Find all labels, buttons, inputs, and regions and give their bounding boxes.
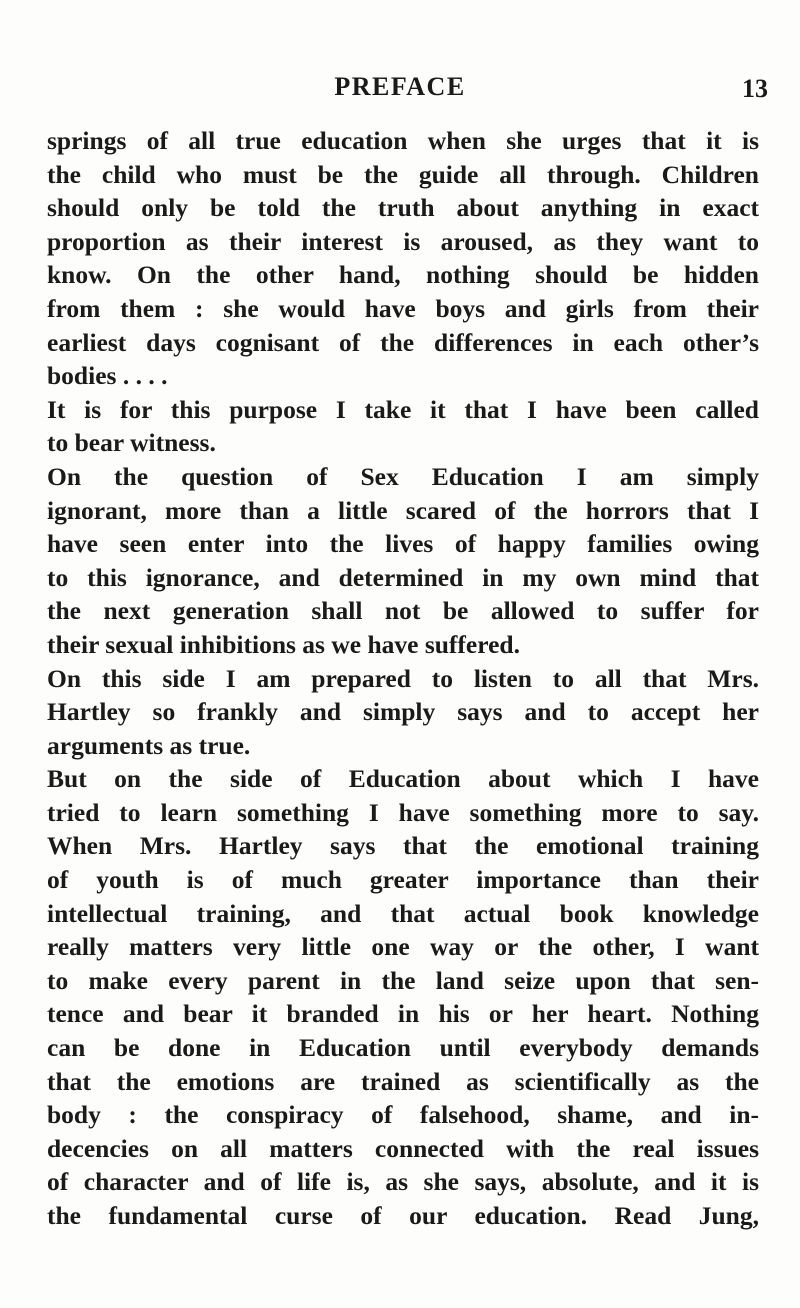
text-line: have seen enter into the lives of happy families owing [47,529,759,559]
text-line: really matters very little one way or the other, I want [47,932,759,962]
text-line: tried to learn something I have something more to say. [47,797,759,827]
text-line: proportion as their interest is aroused, as they want to [47,226,759,256]
running-title: PREFACE [334,72,466,101]
text-line: It is for this purpose I take it that I have been called [47,394,759,424]
text-line: When Mrs. Hartley says that the emotional training [47,831,759,861]
text-line: tence and bear it branded in his or her heart. Nothing [47,999,759,1029]
text-line: of character and of life is, as she says, absolute, and it is [47,1167,759,1197]
text-line: Hartley so frankly and simply says and to accept her [47,697,759,727]
running-head [0,72,800,108]
text-line: But on the side of Education about which I have [47,764,759,794]
body-text [47,124,759,1233]
text-line: their sexual inhibitions as we have suffered. [47,629,520,659]
text-line: should only be told the truth about anything in exact [47,193,759,223]
text-line: ignorant, more than a little scared of the horrors that I [47,495,759,525]
text-line: springs of all true education when she urges that it is [47,126,759,155]
text-line: can be done in Education until everybody demands [47,1033,759,1063]
text-line: the child who must be the guide all through. Children [47,159,759,189]
text-line: that the emotions are trained as scientifically as the [47,1066,759,1096]
text-line: to this ignorance, and determined in my own mind that [47,562,759,592]
text-line: body : the conspiracy of falsehood, shame, and in- [47,1100,759,1130]
page-number: 13 [742,74,768,103]
text-line: to make every parent in the land seize upon that sen- [47,965,759,995]
text-line: the fundamental curse of our education. Read Jung, [47,1201,759,1230]
text-line: earliest days cognisant of the differences in each other’s [47,327,759,357]
text-line: know. On the other hand, nothing should be hidden [47,260,759,290]
text-line: bodies . . . . [47,361,168,391]
text-line: arguments as true. [47,730,251,760]
text-line: intellectual training, and that actual book knowledge [47,898,759,928]
text-line: decencies on all matters connected with the real issues [47,1133,759,1163]
text-line: the next generation shall not be allowed to suffer for [47,596,759,626]
text-line: from them : she would have boys and girls from their [47,293,759,323]
text-line: On this side I am prepared to listen to all that Mrs. [47,663,759,693]
text-line: to bear witness. [47,428,216,458]
text-line: On the question of Sex Education I am simply [47,461,759,491]
text-line: of youth is of much greater importance than their [47,865,759,895]
